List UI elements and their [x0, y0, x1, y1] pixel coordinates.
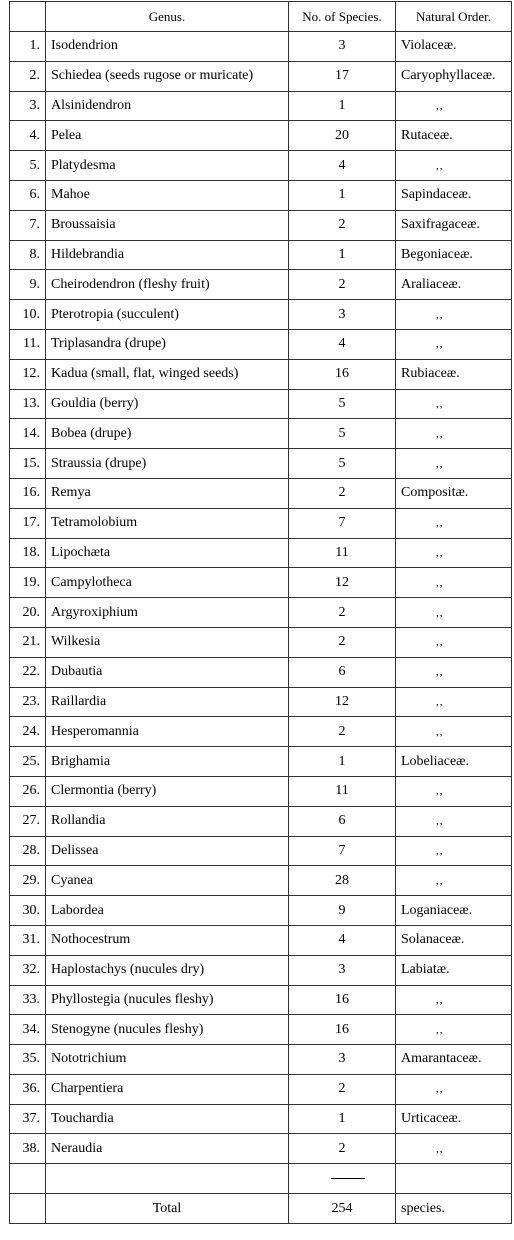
species-count: 28 — [289, 866, 396, 896]
table-row — [10, 896, 512, 926]
species-count: 16 — [289, 359, 396, 389]
genus-name: Mahoe — [46, 180, 289, 210]
table-row — [10, 955, 512, 985]
genus-name: Argyroxiphium — [46, 598, 289, 628]
species-count: 12 — [289, 687, 396, 717]
table-row — [10, 806, 512, 836]
total-row — [10, 1194, 512, 1224]
species-count: 2 — [289, 1134, 396, 1164]
total-num-cell — [10, 1194, 46, 1224]
genus-name: Stenogyne (nucules fleshy) — [46, 1015, 289, 1045]
row-number: 18. — [10, 538, 46, 568]
genus-name: Touchardia — [46, 1104, 289, 1134]
genus-name: Cheirodendron (fleshy fruit) — [46, 270, 289, 300]
total-label: Total — [46, 1194, 289, 1224]
table-row — [10, 657, 512, 687]
species-count: 2 — [289, 1074, 396, 1104]
genus-name: Bobea (drupe) — [46, 419, 289, 449]
genus-name: Gouldia (berry) — [46, 389, 289, 419]
species-count: 1 — [289, 1104, 396, 1134]
species-count: 4 — [289, 925, 396, 955]
genus-name: Labordea — [46, 896, 289, 926]
row-number: 26. — [10, 776, 46, 806]
row-number: 5. — [10, 151, 46, 181]
table-row — [10, 419, 512, 449]
genus-name: Nothocestrum — [46, 925, 289, 955]
genus-name: Nototrichium — [46, 1045, 289, 1075]
natural-order: ,, — [396, 627, 512, 657]
genus-name: Pterotropia (succulent) — [46, 300, 289, 330]
row-number: 19. — [10, 568, 46, 598]
natural-order: Violaceæ. — [396, 32, 512, 62]
row-number: 29. — [10, 866, 46, 896]
species-count: 3 — [289, 300, 396, 330]
species-count: 1 — [289, 240, 396, 270]
row-number: 4. — [10, 121, 46, 151]
table-row — [10, 300, 512, 330]
table-row — [10, 568, 512, 598]
table-row — [10, 717, 512, 747]
natural-order: ,, — [396, 389, 512, 419]
natural-order: ,, — [396, 91, 512, 121]
table-row — [10, 389, 512, 419]
table-row — [10, 925, 512, 955]
rule-row-num — [10, 1164, 46, 1194]
natural-order: ,, — [396, 598, 512, 628]
genus-name: Dubautia — [46, 657, 289, 687]
row-number: 9. — [10, 270, 46, 300]
total-unit: species. — [396, 1194, 512, 1224]
header-num — [10, 2, 46, 32]
row-number: 37. — [10, 1104, 46, 1134]
row-number: 31. — [10, 925, 46, 955]
natural-order: ,, — [396, 776, 512, 806]
row-number: 16. — [10, 478, 46, 508]
table-row — [10, 598, 512, 628]
row-number: 33. — [10, 985, 46, 1015]
table-row — [10, 508, 512, 538]
genus-name: Campylotheca — [46, 568, 289, 598]
row-number: 3. — [10, 91, 46, 121]
species-count: 2 — [289, 598, 396, 628]
genus-name: Rollandia — [46, 806, 289, 836]
natural-order: Saxifragaceæ. — [396, 210, 512, 240]
genus-name: Lipochæta — [46, 538, 289, 568]
species-count: 1 — [289, 91, 396, 121]
row-number: 27. — [10, 806, 46, 836]
species-count: 17 — [289, 61, 396, 91]
natural-order: ,, — [396, 1015, 512, 1045]
table-row — [10, 121, 512, 151]
row-number: 2. — [10, 61, 46, 91]
species-count: 11 — [289, 776, 396, 806]
header-order: Natural Order. — [396, 2, 512, 32]
genus-name: Cyanea — [46, 866, 289, 896]
table-row — [10, 1104, 512, 1134]
genus-name: Hildebrandia — [46, 240, 289, 270]
genus-name: Tetramolobium — [46, 508, 289, 538]
natural-order: Urticaceæ. — [396, 1104, 512, 1134]
table-row — [10, 180, 512, 210]
row-number: 30. — [10, 896, 46, 926]
species-count: 2 — [289, 627, 396, 657]
table-row — [10, 151, 512, 181]
natural-order: Begoniaceæ. — [396, 240, 512, 270]
species-count: 5 — [289, 389, 396, 419]
species-count: 7 — [289, 508, 396, 538]
sum-rule-cell — [289, 1164, 396, 1194]
species-count: 3 — [289, 1045, 396, 1075]
table-row — [10, 359, 512, 389]
genus-name: Brighamia — [46, 747, 289, 777]
sum-rule-line — [331, 1178, 365, 1179]
species-count: 5 — [289, 419, 396, 449]
table-row — [10, 1074, 512, 1104]
table-row — [10, 866, 512, 896]
row-number: 28. — [10, 836, 46, 866]
genus-name: Haplostachys (nucules dry) — [46, 955, 289, 985]
row-number: 1. — [10, 32, 46, 62]
table-row — [10, 1134, 512, 1164]
table-row — [10, 747, 512, 777]
species-count: 16 — [289, 985, 396, 1015]
genus-name: Broussaisia — [46, 210, 289, 240]
genus-name: Isodendrion — [46, 32, 289, 62]
genus-name: Wilkesia — [46, 627, 289, 657]
natural-order: ,, — [396, 449, 512, 479]
natural-order: ,, — [396, 836, 512, 866]
natural-order: Compositæ. — [396, 478, 512, 508]
species-count: 6 — [289, 806, 396, 836]
row-number: 34. — [10, 1015, 46, 1045]
natural-order: ,, — [396, 657, 512, 687]
genus-name: Pelea — [46, 121, 289, 151]
table-row — [10, 1015, 512, 1045]
natural-order: ,, — [396, 329, 512, 359]
genus-name: Straussia (drupe) — [46, 449, 289, 479]
natural-order: Sapindaceæ. — [396, 180, 512, 210]
row-number: 15. — [10, 449, 46, 479]
table-row — [10, 776, 512, 806]
natural-order: ,, — [396, 806, 512, 836]
genus-name: Phyllostegia (nucules fleshy) — [46, 985, 289, 1015]
row-number: 20. — [10, 598, 46, 628]
species-count: 6 — [289, 657, 396, 687]
species-count: 9 — [289, 896, 396, 926]
rule-row-order — [396, 1164, 512, 1194]
table-body — [10, 32, 512, 1164]
table-row — [10, 210, 512, 240]
species-count: 4 — [289, 151, 396, 181]
genus-name: Schiedea (seeds rugose or muricate) — [46, 61, 289, 91]
total-value: 254 — [289, 1194, 396, 1224]
genus-name: Hesperomannia — [46, 717, 289, 747]
row-number: 6. — [10, 180, 46, 210]
natural-order: ,, — [396, 568, 512, 598]
table-row — [10, 687, 512, 717]
natural-order: Rubiaceæ. — [396, 359, 512, 389]
row-number: 14. — [10, 419, 46, 449]
row-number: 13. — [10, 389, 46, 419]
species-count: 2 — [289, 478, 396, 508]
row-number: 22. — [10, 657, 46, 687]
species-count: 7 — [289, 836, 396, 866]
genus-name: Raillardia — [46, 687, 289, 717]
genus-name: Triplasandra (drupe) — [46, 329, 289, 359]
genus-name: Neraudia — [46, 1134, 289, 1164]
species-count: 2 — [289, 717, 396, 747]
genus-name: Alsinidendron — [46, 91, 289, 121]
natural-order: Loganiaceæ. — [396, 896, 512, 926]
natural-order: ,, — [396, 687, 512, 717]
row-number: 36. — [10, 1074, 46, 1104]
species-count: 4 — [289, 329, 396, 359]
table-row — [10, 627, 512, 657]
species-count: 5 — [289, 449, 396, 479]
natural-order: ,, — [396, 717, 512, 747]
row-number: 35. — [10, 1045, 46, 1075]
species-count: 1 — [289, 180, 396, 210]
natural-order: ,, — [396, 151, 512, 181]
row-number: 11. — [10, 329, 46, 359]
header-species: No. of Species. — [289, 2, 396, 32]
table-header-row — [10, 2, 512, 32]
row-number: 10. — [10, 300, 46, 330]
row-number: 17. — [10, 508, 46, 538]
table-row — [10, 32, 512, 62]
row-number: 24. — [10, 717, 46, 747]
natural-order: ,, — [396, 1074, 512, 1104]
table-row — [10, 91, 512, 121]
natural-order: ,, — [396, 538, 512, 568]
genus-name: Charpentiera — [46, 1074, 289, 1104]
species-count: 12 — [289, 568, 396, 598]
genus-name: Platydesma — [46, 151, 289, 181]
species-count: 20 — [289, 121, 396, 151]
natural-order: Rutaceæ. — [396, 121, 512, 151]
natural-order: Araliaceæ. — [396, 270, 512, 300]
row-number: 7. — [10, 210, 46, 240]
genus-name: Clermontia (berry) — [46, 776, 289, 806]
row-number: 8. — [10, 240, 46, 270]
species-count: 16 — [289, 1015, 396, 1045]
row-number: 38. — [10, 1134, 46, 1164]
genera-table — [9, 1, 512, 1224]
natural-order: Amarantaceæ. — [396, 1045, 512, 1075]
table-row — [10, 538, 512, 568]
genus-name: Remya — [46, 478, 289, 508]
header-genus: Genus. — [46, 2, 289, 32]
natural-order: Labiatæ. — [396, 955, 512, 985]
species-count: 2 — [289, 270, 396, 300]
natural-order: Caryophyllaceæ. — [396, 61, 512, 91]
table-row — [10, 61, 512, 91]
natural-order: ,, — [396, 985, 512, 1015]
natural-order: ,, — [396, 866, 512, 896]
table-row — [10, 836, 512, 866]
table-row — [10, 478, 512, 508]
natural-order: ,, — [396, 300, 512, 330]
natural-order: ,, — [396, 1134, 512, 1164]
species-count: 3 — [289, 955, 396, 985]
species-count: 3 — [289, 32, 396, 62]
natural-order: Lobeliaceæ. — [396, 747, 512, 777]
table-row — [10, 985, 512, 1015]
natural-order: Solanaceæ. — [396, 925, 512, 955]
table-row — [10, 270, 512, 300]
natural-order: ,, — [396, 419, 512, 449]
row-number: 23. — [10, 687, 46, 717]
natural-order: ,, — [396, 508, 512, 538]
rule-row-genus — [46, 1164, 289, 1194]
row-number: 12. — [10, 359, 46, 389]
species-count: 1 — [289, 747, 396, 777]
row-number: 21. — [10, 627, 46, 657]
row-number: 25. — [10, 747, 46, 777]
genus-name: Delissea — [46, 836, 289, 866]
rule-row — [10, 1164, 512, 1194]
species-count: 2 — [289, 210, 396, 240]
table-row — [10, 1045, 512, 1075]
row-number: 32. — [10, 955, 46, 985]
table-row — [10, 240, 512, 270]
table-row — [10, 329, 512, 359]
genus-name: Kadua (small, flat, winged seeds) — [46, 359, 289, 389]
species-count: 11 — [289, 538, 396, 568]
table-row — [10, 449, 512, 479]
